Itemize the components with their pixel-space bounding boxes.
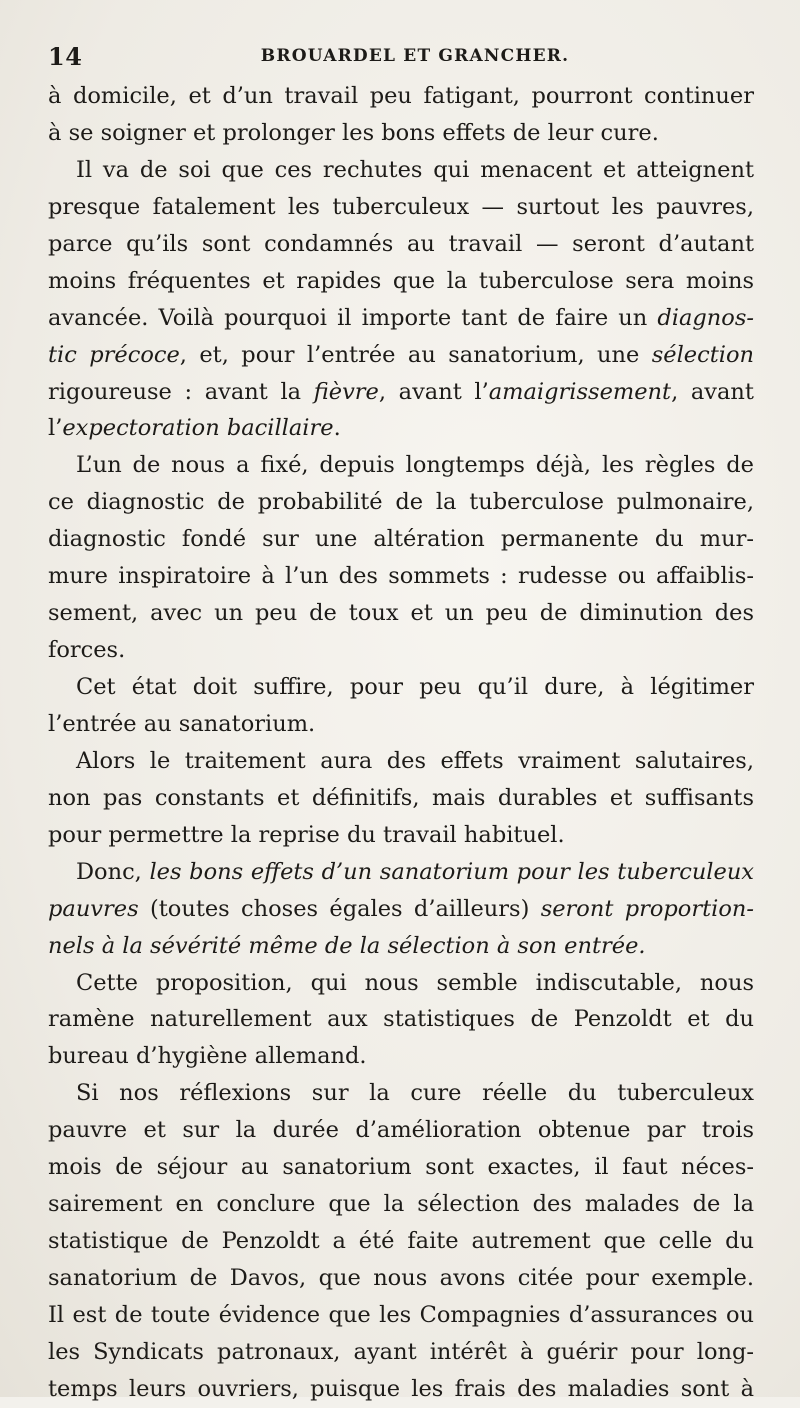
text-line [48, 374, 754, 411]
text-line [48, 1223, 754, 1260]
italic-run: fièvre [313, 378, 379, 405]
italic-run: amaigrissement [488, 378, 672, 405]
text-line [48, 521, 754, 558]
italic-run: sélection [651, 341, 754, 368]
italic-run: diagnos- [657, 304, 754, 331]
text-line [48, 928, 754, 965]
text-line [48, 410, 754, 447]
text-run: temps leurs ouvriers, puisque les frais des maladies sont à [48, 1375, 754, 1402]
page-number: 14 [48, 42, 83, 71]
text-line [48, 484, 754, 521]
text-run: à se soigner et prolonger les bons effets de leur cure. [48, 119, 659, 146]
text-line [48, 632, 754, 669]
text-run: Si nos réflexions sur la cure réelle du tuberculeux [76, 1080, 754, 1107]
text-run: Cet état doit suffire, pour peu qu’il dure, à légitimer [76, 674, 754, 700]
text-run: mure inspiratoire à l’un des sommets : rudesse ou affaiblis- [48, 563, 754, 590]
text-run: Il est de toute évidence que les Compagnies d’assurances ou [48, 1301, 754, 1328]
text-line [48, 1371, 754, 1408]
text-run: bureau d’hygiène allemand. [48, 1043, 367, 1070]
text-line [48, 743, 754, 780]
italic-run: nels à la sévérité même de la sélection à son entrée. [48, 932, 646, 959]
text-line [48, 854, 754, 891]
text-line [48, 300, 754, 337]
text-run: sairement en conclure que la sélection des malades de la [48, 1191, 754, 1218]
text-run: (toutes choses égales d’ailleurs) [138, 895, 541, 922]
text-line [48, 263, 754, 300]
italic-run: les bons effets d’un sanatorium pour les tuberculeux [149, 858, 754, 885]
text-run: , et, pour l’entrée au sanatorium, une [179, 341, 652, 368]
text-line [48, 1334, 754, 1371]
text-run: forces. [48, 637, 126, 664]
text-run: mois de séjour au sanatorium sont exactes, il faut néces- [48, 1154, 754, 1181]
text-run: l’entrée au sanatorium. [48, 710, 316, 737]
text-run: avancée. Voilà pourquoi il importe tant de faire un [48, 304, 658, 331]
text-run: Donc, [76, 858, 150, 885]
text-line [48, 152, 754, 189]
text-run: l’ [48, 415, 63, 442]
body-text [48, 78, 754, 1408]
text-run: . [333, 415, 341, 442]
text-run: statistique de Penzoldt a été faite autrement que celle du [48, 1228, 754, 1255]
italic-run: tic précoce [48, 341, 180, 368]
text-line [48, 558, 754, 595]
text-line [48, 1112, 754, 1149]
text-run: parce qu’ils sont condamnés au travail — seront d’autant [48, 230, 754, 257]
text-run: sement, avec un peu de toux et un peu de diminution des [48, 600, 754, 627]
text-run: pour permettre la reprise du travail habituel. [48, 821, 565, 848]
text-run: rigoureuse : avant la [48, 378, 314, 405]
text-line [48, 1186, 754, 1223]
text-line [48, 1038, 754, 1075]
text-line [48, 817, 754, 854]
text-line [48, 669, 754, 706]
text-line [48, 337, 754, 374]
text-line [48, 595, 754, 632]
text-run: moins fréquentes et rapides que la tuberculose sera moins [48, 267, 754, 294]
running-head: BROUARDEL ET GRANCHER. [260, 46, 570, 66]
text-run: L’un de nous a fixé, depuis longtemps déjà, les règles de [76, 452, 754, 479]
text-line [48, 1260, 754, 1297]
text-line [48, 891, 754, 928]
text-run: , avant [671, 378, 754, 405]
text-line [48, 1075, 754, 1112]
text-run: à domicile, et d’un travail peu fatigant, pourront continuer [48, 83, 754, 109]
text-run: ce diagnostic de probabilité de la tuberculose pulmonaire, [48, 489, 754, 516]
text-run: Il va de soi que ces rechutes qui menacent et atteignent [76, 156, 754, 183]
text-run: diagnostic fondé sur une altération permanente du mur- [48, 526, 754, 553]
text-line [48, 1297, 754, 1334]
text-run: sanatorium de Davos, que nous avons citée pour exemple. [48, 1265, 754, 1291]
italic-run: expectoration bacillaire [62, 415, 334, 442]
text-run: presque fatalement les tuberculeux — surtout les pauvres, [48, 193, 754, 220]
text-run: pauvre et sur la durée d’amélioration obtenue par trois [48, 1117, 754, 1144]
text-run: les Syndicats patronaux, ayant intérêt à guérir pour long- [48, 1338, 754, 1365]
text-line [48, 447, 754, 484]
text-run: Cette proposition, qui nous semble indiscutable, nous [76, 969, 754, 996]
text-run: ramène naturellement aux statistiques de Penzoldt et du [48, 1006, 754, 1033]
italic-run: seront proportion- [540, 895, 754, 922]
text-run: Alors le traitement aura des effets vraiment salutaires, [76, 747, 754, 774]
text-line [48, 780, 754, 817]
text-run: non pas constants et définitifs, mais durables et suffisants [48, 784, 754, 811]
text-run: , avant l’ [378, 378, 489, 405]
text-line [48, 706, 754, 743]
text-line [48, 1149, 754, 1186]
italic-run: pauvres [48, 895, 139, 922]
text-line [48, 226, 754, 263]
text-line [48, 1001, 754, 1038]
page-header [48, 40, 752, 80]
text-line [48, 189, 754, 226]
text-line [48, 115, 754, 152]
text-line [48, 965, 754, 1002]
text-line [48, 78, 754, 115]
